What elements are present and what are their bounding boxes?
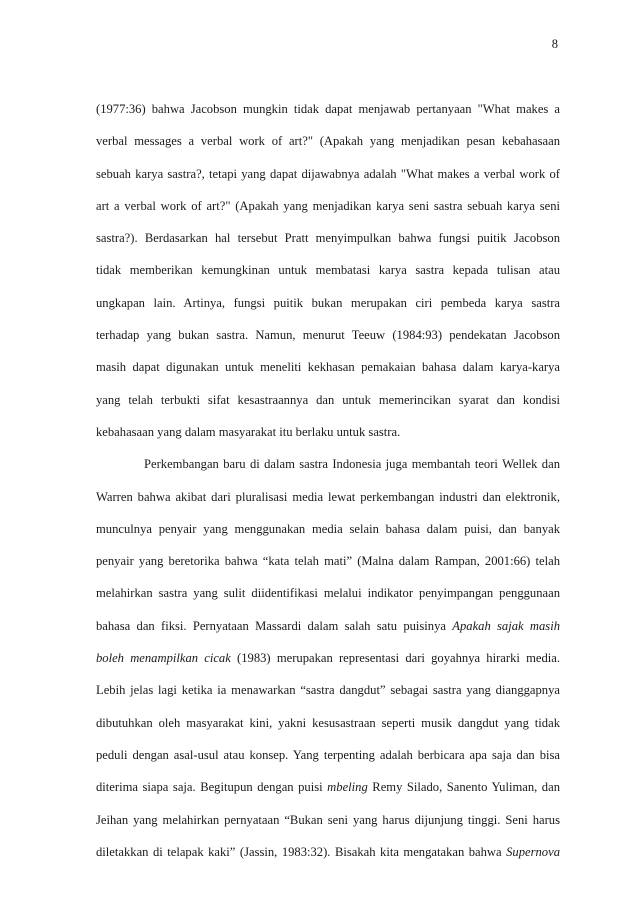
paragraph-line — [96, 642, 560, 674]
paragraph-line: masih dapat digunakan untuk meneliti kekhasan pemakaian bahasa dalam karya-karya — [96, 360, 560, 375]
paragraph-line: melahirkan sastra yang sulit diidentifikasi melalui indikator penyimpangan penggunaan — [96, 586, 560, 601]
paragraph-line — [96, 836, 560, 868]
paragraph-line: Lebih jelas lagi ketika ia menawarkan “sastra dangdut” sebagai sastra yang dianggapnya — [96, 683, 560, 698]
paragraph-line: tidak memberikan kemungkinan untuk membatasi karya sastra kepada tulisan atau — [96, 263, 560, 278]
text-segment: Remy Silado, Sanento Yuliman, dan — [367, 780, 560, 795]
italic-title: Supernova — [506, 844, 560, 859]
text-segment: diletakkan di telapak kaki” (Jassin, 1983:32). Bisakah kita mengatakan bahwa — [96, 844, 507, 859]
paragraph-line: ungkapan lain. Artinya, fungsi puitik bukan merupakan ciri pembeda karya sastra — [96, 295, 560, 310]
paragraph-line: penyair yang beretorika bahwa “kata telah mati” (Malna dalam Rampan, 2001:66) telah — [96, 554, 560, 569]
paragraph-line: verbal messages a verbal work of art?" (Apakah yang menjadikan pesan kebahasaan — [96, 134, 560, 149]
paragraph-line: (1977:36) bahwa Jacobson mungkin tidak dapat menjawab pertanyaan "What makes a — [96, 102, 560, 116]
paragraph-line: terhadap yang bukan sastra. Namun, menurut Teeuw (1984:93) pendekatan Jacobson — [96, 328, 560, 343]
text-segment: (1983) merupakan representasi dari goyahnya hirarki media. — [230, 651, 560, 666]
paragraph-line: Warren bahwa akibat dari pluralisasi media lewat perkembangan industri dan elektronik, — [96, 489, 560, 504]
paragraph-line: sebuah karya sastra?, tetapi yang dapat dijawabnya adalah "What makes a verbal work of — [96, 166, 560, 181]
paragraph-2 — [96, 448, 560, 868]
text-segment: diterima siapa saja. Begitupun dengan puisi — [96, 780, 328, 795]
paragraph-1 — [96, 93, 560, 448]
paragraph-line: munculnya penyair yang menggunakan media selain bahasa dalam puisi, dan banyak — [96, 521, 560, 536]
paragraph-line: sastra?). Berdasarkan hal tersebut Pratt menyimpulkan bahwa fungsi puitik Jacobson — [96, 231, 560, 246]
paragraph-line: art a verbal work of art?" (Apakah yang menjadikan karya seni sastra sebuah karya seni — [96, 198, 560, 213]
paragraph-line: kebahasaan yang dalam masyarakat itu berlaku untuk sastra. — [96, 424, 401, 439]
italic-title: boleh menampilkan cicak — [96, 651, 231, 666]
italic-term: mbeling — [327, 780, 368, 795]
text-segment: bahasa dan fiksi. Pernyataan Massardi dalam salah satu puisinya — [96, 618, 453, 633]
page-number: 8 — [551, 37, 558, 51]
paragraph-line: peduli dengan asal-usul atau konsep. Yang terpenting adalah berbicara apa saja dan bisa — [96, 747, 560, 762]
paragraph-line — [96, 610, 560, 642]
body-text — [96, 93, 560, 868]
paragraph-line: Jeihan yang melahirkan pernyataan “Bukan seni yang harus dijunjung tinggi. Seni harus — [96, 812, 560, 827]
paragraph-line: Perkembangan baru di dalam sastra Indonesia juga membantah teori Wellek dan — [144, 457, 560, 472]
paragraph-line: yang telah terbukti sifat kesastraannya dan untuk memerincikan syarat dan kondisi — [96, 392, 560, 407]
paragraph-line: dibutuhkan oleh masyarakat kini, yakni kesusastraan seperti musik dangdut yang tidak — [96, 715, 560, 730]
paragraph-line — [96, 771, 560, 803]
italic-title: Apakah sajak masih — [452, 618, 560, 633]
